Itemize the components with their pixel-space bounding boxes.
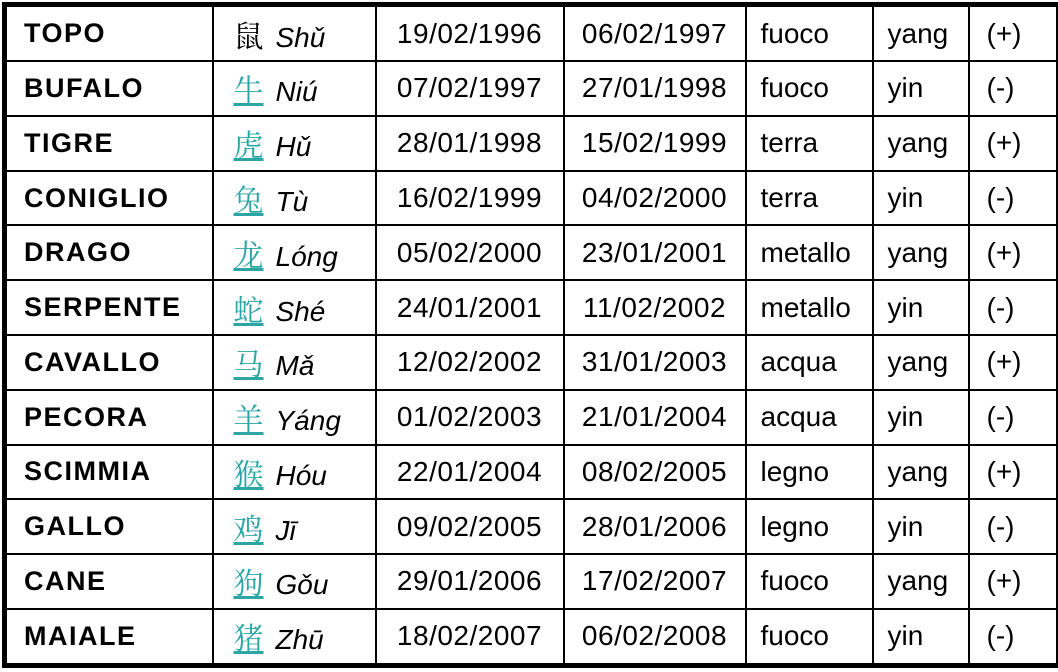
pinyin-label: Lóng: [276, 241, 338, 272]
table-row: [5, 445, 1058, 500]
yin-yang-cell: yang: [873, 554, 969, 609]
character-cell: [213, 554, 376, 609]
element-cell: legno: [746, 499, 873, 554]
polarity-sign-cell: (+): [969, 554, 1058, 609]
animal-name-cell: CAVALLO: [5, 335, 213, 390]
element-cell: legno: [746, 445, 873, 500]
start-date-cell: 12/02/2002: [376, 335, 564, 390]
element-cell: fuoco: [746, 609, 873, 666]
polarity-sign-cell: (+): [969, 225, 1058, 280]
polarity-sign-cell: (-): [969, 499, 1058, 554]
animal-name-cell: PECORA: [5, 390, 213, 445]
element-cell: acqua: [746, 335, 873, 390]
table-row: [5, 390, 1058, 445]
pinyin-label: Zhū: [276, 624, 324, 655]
start-date-cell: 28/01/1998: [376, 116, 564, 171]
animal-name-cell: SERPENTE: [5, 280, 213, 335]
element-cell: terra: [746, 116, 873, 171]
yin-yang-cell: yang: [873, 5, 969, 62]
character-cell: [213, 61, 376, 116]
polarity-sign-cell: (-): [969, 609, 1058, 666]
yin-yang-cell: yin: [873, 390, 969, 445]
character-link[interactable]: 猪: [234, 623, 264, 656]
table-row: [5, 609, 1058, 666]
character-cell: [213, 5, 376, 62]
end-date-cell: 06/02/2008: [564, 609, 746, 666]
polarity-sign-cell: (+): [969, 445, 1058, 500]
yin-yang-cell: yin: [873, 61, 969, 116]
animal-name-cell: DRAGO: [5, 225, 213, 280]
character-link[interactable]: 猴: [234, 459, 264, 492]
end-date-cell: 04/02/2000: [564, 171, 746, 226]
table-row: [5, 61, 1058, 116]
pinyin-label: Mǎ: [276, 350, 315, 381]
yin-yang-cell: yin: [873, 280, 969, 335]
character-link[interactable]: 兔: [234, 185, 264, 218]
start-date-cell: 18/02/2007: [376, 609, 564, 666]
start-date-cell: 16/02/1999: [376, 171, 564, 226]
table-row: [5, 225, 1058, 280]
zodiac-table: [2, 2, 1058, 668]
end-date-cell: 11/02/2002: [564, 280, 746, 335]
animal-name-cell: CONIGLIO: [5, 171, 213, 226]
character-link[interactable]: 虎: [234, 130, 264, 163]
character-cell: [213, 390, 376, 445]
start-date-cell: 05/02/2000: [376, 225, 564, 280]
pinyin-label: Hóu: [276, 460, 327, 491]
start-date-cell: 24/01/2001: [376, 280, 564, 335]
polarity-sign-cell: (+): [969, 116, 1058, 171]
element-cell: fuoco: [746, 61, 873, 116]
table-row: [5, 5, 1058, 62]
character-link[interactable]: 蛇: [234, 295, 264, 328]
pinyin-label: Tù: [276, 186, 309, 217]
end-date-cell: 15/02/1999: [564, 116, 746, 171]
end-date-cell: 08/02/2005: [564, 445, 746, 500]
character-link[interactable]: 龙: [234, 240, 264, 273]
character-cell: [213, 445, 376, 500]
table-row: [5, 499, 1058, 554]
polarity-sign-cell: (-): [969, 61, 1058, 116]
animal-name-cell: GALLO: [5, 499, 213, 554]
start-date-cell: 01/02/2003: [376, 390, 564, 445]
pinyin-label: Yáng: [276, 405, 341, 436]
character-link[interactable]: 马: [234, 349, 264, 382]
table-row: [5, 554, 1058, 609]
element-cell: fuoco: [746, 5, 873, 62]
pinyin-label: Niú: [276, 76, 318, 107]
element-cell: metallo: [746, 280, 873, 335]
character-link[interactable]: 牛: [234, 75, 264, 108]
start-date-cell: 09/02/2005: [376, 499, 564, 554]
character-link[interactable]: 狗: [234, 568, 264, 601]
element-cell: terra: [746, 171, 873, 226]
animal-name-cell: TOPO: [5, 5, 213, 62]
start-date-cell: 29/01/2006: [376, 554, 564, 609]
end-date-cell: 28/01/2006: [564, 499, 746, 554]
end-date-cell: 31/01/2003: [564, 335, 746, 390]
table-row: [5, 335, 1058, 390]
polarity-sign-cell: (-): [969, 390, 1058, 445]
pinyin-label: Gǒu: [276, 569, 329, 600]
table-row: [5, 116, 1058, 171]
yin-yang-cell: yang: [873, 445, 969, 500]
animal-name-cell: BUFALO: [5, 61, 213, 116]
character-cell: [213, 225, 376, 280]
character-cell: [213, 335, 376, 390]
character-cell: [213, 171, 376, 226]
zodiac-table-body: [5, 5, 1058, 666]
polarity-sign-cell: (-): [969, 280, 1058, 335]
table-row: [5, 171, 1058, 226]
pinyin-label: Hǔ: [276, 131, 312, 162]
yin-yang-cell: yang: [873, 116, 969, 171]
yin-yang-cell: yin: [873, 499, 969, 554]
start-date-cell: 19/02/1996: [376, 5, 564, 62]
pinyin-label: Shǔ: [276, 22, 326, 53]
yin-yang-cell: yin: [873, 171, 969, 226]
yin-yang-cell: yang: [873, 225, 969, 280]
animal-name-cell: CANE: [5, 554, 213, 609]
yin-yang-cell: yang: [873, 335, 969, 390]
element-cell: metallo: [746, 225, 873, 280]
end-date-cell: 27/01/1998: [564, 61, 746, 116]
character-link[interactable]: 羊: [234, 404, 264, 437]
pinyin-label: Jī: [276, 515, 296, 546]
character-cell: [213, 280, 376, 335]
polarity-sign-cell: (+): [969, 5, 1058, 62]
character-text: 鼠: [234, 21, 264, 54]
character-cell: [213, 116, 376, 171]
pinyin-label: Shé: [276, 296, 326, 327]
element-cell: acqua: [746, 390, 873, 445]
animal-name-cell: TIGRE: [5, 116, 213, 171]
polarity-sign-cell: (+): [969, 335, 1058, 390]
start-date-cell: 07/02/1997: [376, 61, 564, 116]
table-row: [5, 280, 1058, 335]
element-cell: fuoco: [746, 554, 873, 609]
end-date-cell: 06/02/1997: [564, 5, 746, 62]
character-link[interactable]: 鸡: [234, 514, 264, 547]
animal-name-cell: MAIALE: [5, 609, 213, 666]
character-cell: [213, 609, 376, 666]
animal-name-cell: SCIMMIA: [5, 445, 213, 500]
end-date-cell: 23/01/2001: [564, 225, 746, 280]
end-date-cell: 17/02/2007: [564, 554, 746, 609]
yin-yang-cell: yin: [873, 609, 969, 666]
polarity-sign-cell: (-): [969, 171, 1058, 226]
character-cell: [213, 499, 376, 554]
end-date-cell: 21/01/2004: [564, 390, 746, 445]
start-date-cell: 22/01/2004: [376, 445, 564, 500]
